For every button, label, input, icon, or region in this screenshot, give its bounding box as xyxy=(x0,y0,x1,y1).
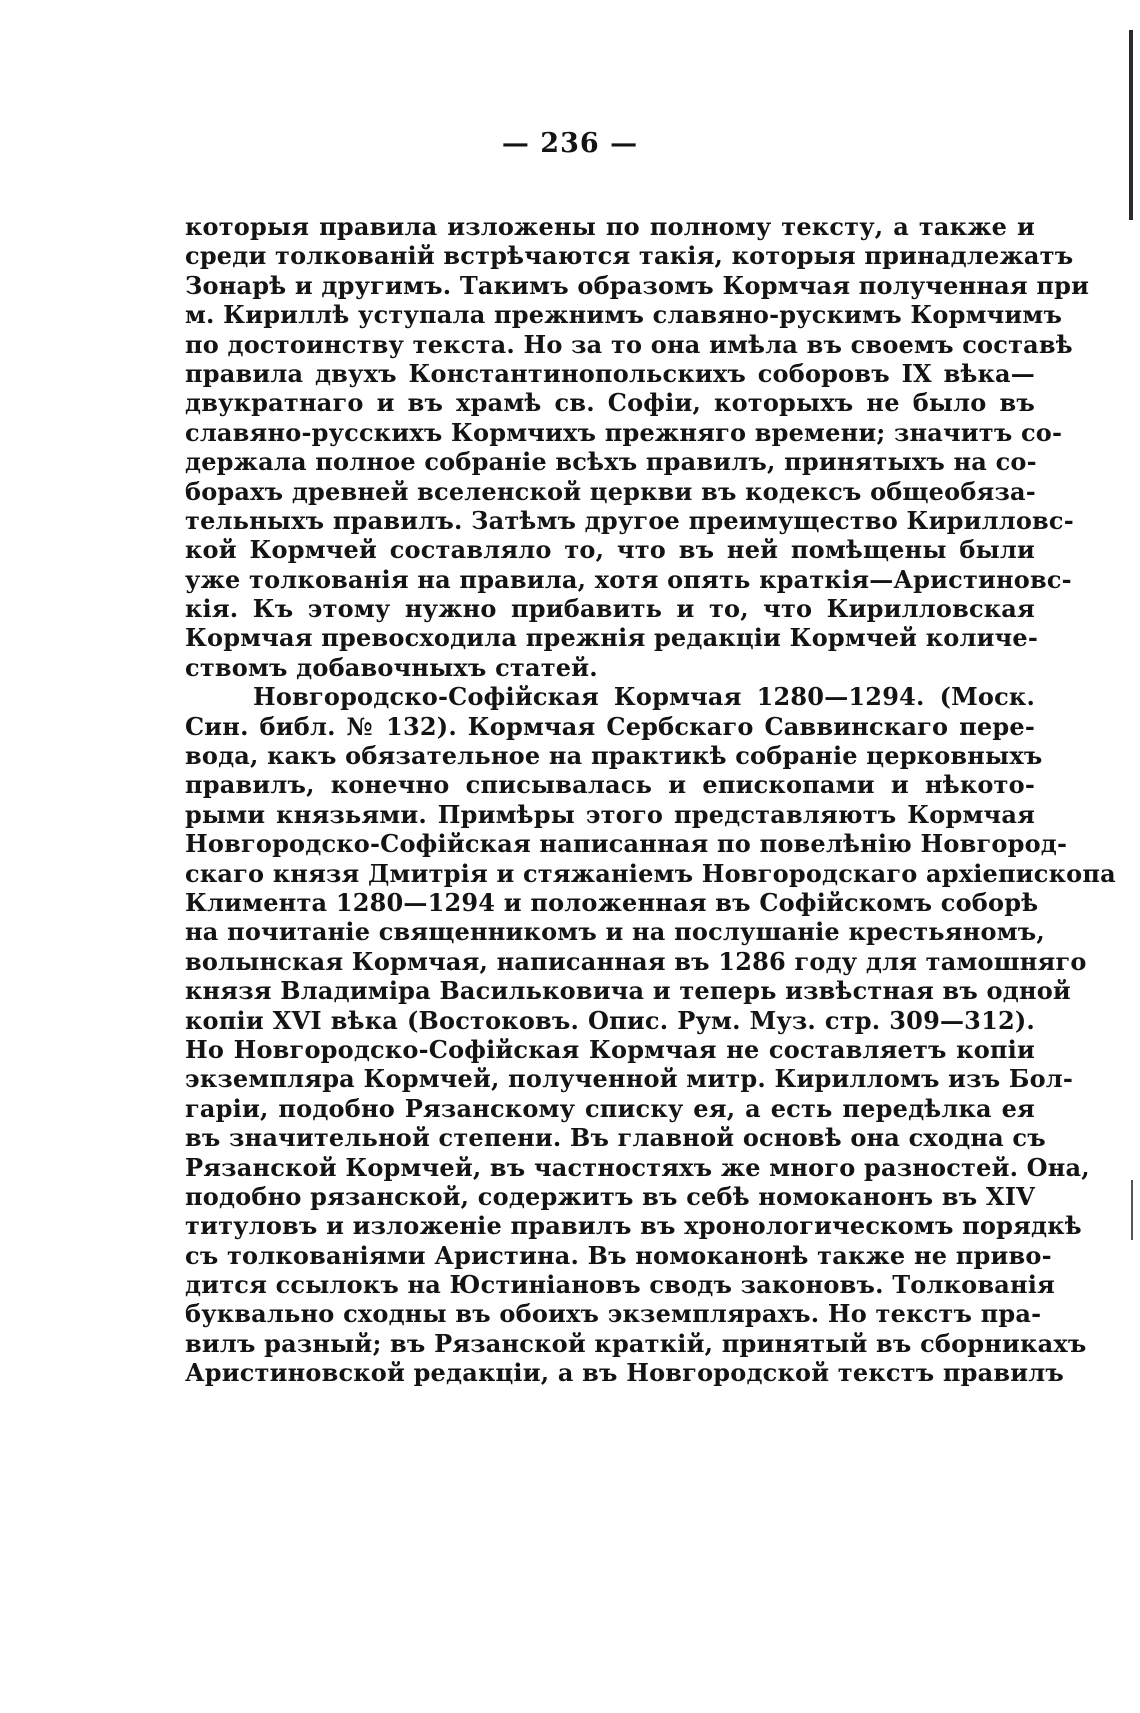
page-edge-mark-lower xyxy=(1131,1180,1133,1240)
text-line: рыми князьями. Примѣры этого представляютъ Кормчая xyxy=(185,799,1035,829)
page-number: — 236 — xyxy=(501,128,639,159)
text-line: правилъ, конечно списывалась и епископами и нѣкото- xyxy=(185,770,1035,800)
text-line: князя Владиміра Васильковича и теперь извѣстная въ одной xyxy=(185,976,1071,1006)
text-line: въ значительной степени. Въ главной основѣ она сходна съ xyxy=(185,1123,1046,1153)
paragraph-2 xyxy=(185,682,1116,1388)
text-line: Син. библ. № 132). Кормчая Сербскаго Саввинскаго пере- xyxy=(185,711,1035,741)
text-line: тельныхъ правилъ. Затѣмъ другое преимущество Кирилловс- xyxy=(185,505,1074,535)
text-line: среди толкованій встрѣчаются такія, которыя принадлежатъ xyxy=(185,241,1074,271)
text-line: двукратнаго и въ храмѣ св. Софіи, которыхъ не было въ xyxy=(185,388,1035,418)
text-line: Климента 1280—1294 и положенная въ Софійскомъ соборѣ xyxy=(185,887,1039,917)
text-line: кія. Къ этому нужно прибавить и то, что Кирилловская xyxy=(185,594,1035,624)
body-text xyxy=(185,212,1116,1388)
text-line: копіи XVI вѣка (Востоковъ. Опис. Рум. Муз. стр. 309—312). xyxy=(185,1005,1035,1035)
text-line: кой Кормчей составляло то, что въ ней помѣщены были xyxy=(185,535,1035,565)
text-line: гаріи, подобно Рязанскому списку ея, а есть передѣлка ея xyxy=(185,1093,1035,1123)
text-line: дится ссылокъ на Юстиніановъ сводъ законовъ. Толкованія xyxy=(185,1270,1055,1300)
text-line: на почитаніе священникомъ и на послушаніе крестьяномъ, xyxy=(185,917,1045,947)
text-line: Кормчая превосходила прежнія редакціи Кормчей количе- xyxy=(185,623,1039,653)
text-line: по достоинству текста. Но за то она имѣла въ своемъ составѣ xyxy=(185,329,1073,359)
text-line: Зонарѣ и другимъ. Такимъ образомъ Кормчая полученная при xyxy=(185,270,1090,300)
text-line: которыя правила изложены по полному тексту, а также и xyxy=(185,212,1035,241)
text-line: титуловъ и изложеніе правилъ въ хронологическомъ порядкѣ xyxy=(185,1211,1082,1241)
text-line: буквально сходны въ обоихъ экземплярахъ. Но текстъ пра- xyxy=(185,1299,1042,1329)
text-line: уже толкованія на правила, хотя опять краткія—Аристиновс- xyxy=(185,564,1072,594)
text-line: экземпляра Кормчей, полученной митр. Кирилломъ изъ Бол- xyxy=(185,1064,1074,1094)
paragraph-1 xyxy=(185,212,1090,682)
text-line: правила двухъ Константинопольскихъ соборовъ IX вѣка— xyxy=(185,358,1035,388)
text-line: Новгородско-Софійская написанная по повелѣнію Новгород- xyxy=(185,829,1068,859)
text-line: Аристиновской редакціи, а въ Новгородской текстъ правилъ xyxy=(185,1358,1065,1388)
text-line: вилъ разный; въ Рязанской краткій, принятый въ сборникахъ xyxy=(185,1328,1087,1358)
text-line: подобно рязанской, содержитъ въ себѣ номоканонъ въ XIV xyxy=(185,1181,1035,1211)
text-line: славяно-русскихъ Кормчихъ прежняго времени; значитъ со- xyxy=(185,417,1063,447)
text-line: съ толкованіями Аристина. Въ номоканонѣ также не приво- xyxy=(185,1240,1052,1270)
text-line: Но Новгородско-Софійская Кормчая не составляетъ копіи xyxy=(185,1034,1035,1064)
text-line: скаго князя Дмитрія и стяжаніемъ Новгородскаго архіепископа xyxy=(185,858,1116,888)
text-line: волынская Кормчая, написанная въ 1286 году для тамошняго xyxy=(185,946,1087,976)
page-edge-mark xyxy=(1129,30,1133,220)
text-line: держала полное собраніе всѣхъ правилъ, принятыхъ на со- xyxy=(185,447,1037,477)
text-line: Рязанской Кормчей, въ частностяхъ же много разностей. Она, xyxy=(185,1152,1090,1182)
text-line: борахъ древней вселенской церкви въ кодексъ общеобяза- xyxy=(185,476,1036,506)
text-line: ствомъ добавочныхъ статей. xyxy=(185,652,598,682)
text-line: вода, какъ обязательное на практикѣ собраніе церковныхъ xyxy=(185,741,1043,771)
text-line: м. Кириллѣ уступала прежнимъ славяно-рускимъ Кормчимъ xyxy=(185,300,1063,330)
text-line: Новгородско-Софійская Кормчая 1280—1294. (Моск. xyxy=(253,682,1035,712)
